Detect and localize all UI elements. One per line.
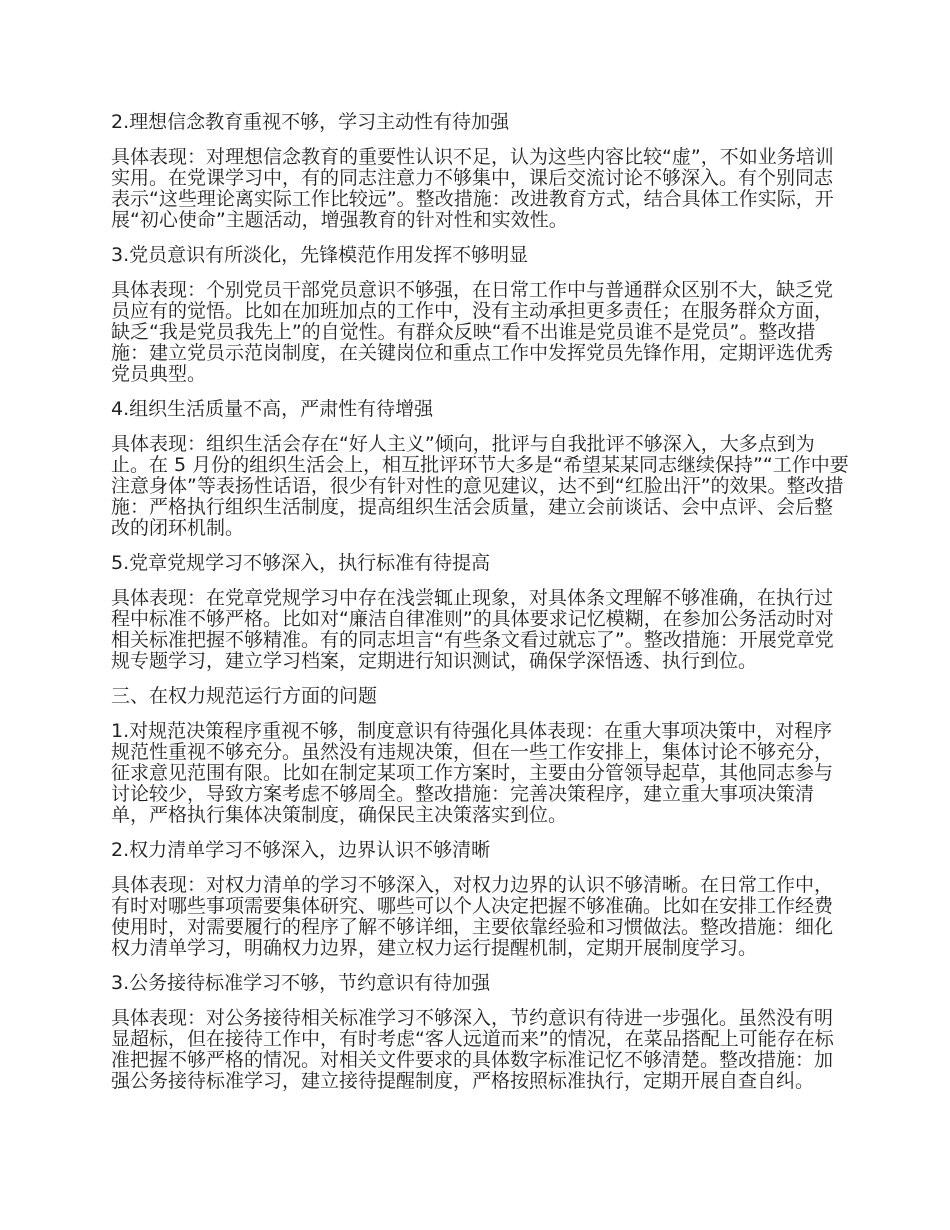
paragraph: 具体表现：个别党员干部党员意识不够强，在日常工作中与普通群众区别不大，缺乏党员应有的觉悟。比如在加班加点的工作中，没有主动承担更多责任；在服务群众方面，缺乏“我是党员我先上”的自觉性。有群众反映“看不出谁是党员谁不是党员”。整改措施：建立党员示范岗制度，在关键岗位和重点工作中发挥党员先锋作用，定期评选优秀党员典型。 [111,279,834,385]
paragraph: 具体表现：对权力清单的学习不够深入，对权力边界的认识不够清晰。在日常工作中，有时对哪些事项需要集体研究、哪些可以个人决定把握不够准确。比如在安排工作经费使用时，对需要履行的程序了解不够详细，主要依靠经验和习惯做法。整改措施：细化权力清单学习，明确权力边界，建立权力运行提醒机制，定期开展制度学习。 [111,874,834,959]
section-heading: 2.理想信念教育重视不够，学习主动性有待加强 [111,111,510,133]
paragraph: 具体表现：对公务接待相关标准学习不够深入，节约意识有待进一步强化。虽然没有明显超标，但在接待工作中，有时考虑“客人远道而来”的情况，在菜品搭配上可能存在标准把握不够严格的情况。对相关文件要求的具体数字标准记忆不够清楚。整改措施：加强公务接待标准学习，建立接待提醒制度，严格按照标准执行，定期开展自查自纠。 [111,1007,834,1092]
section-heading: 3.公务接待标准学习不够，节约意识有待加强 [111,972,491,994]
section-heading: 三、在权力规范运行方面的问题 [111,685,378,707]
paragraph: 具体表现：对理想信念教育的重要性认识不足，认为这些内容比较“虚”，不如业务培训实用。在党课学习中，有的同志注意力不够集中，课后交流讨论不够深入。有个别同志表示“这些理论离实际工作比较远”。整改措施：改进教育方式，结合具体工作实际，开展“初心使命”主题活动，增强教育的针对性和实效性。 [111,146,834,231]
document-body [111,112,851,1092]
paragraph: 1.对规范决策程序重视不够，制度意识有待强化具体表现：在重大事项决策中，对程序规范性重视不够充分。虽然没有违规决策，但在一些工作安排上，集体讨论不够充分，征求意见范围有限。比如在制定某项工作方案时，主要由分管领导起草，其他同志参与讨论较少，导致方案考虑不够周全。整改措施：完善决策程序，建立重大事项决策清单，严格执行集体决策制度，确保民主决策落实到位。 [111,720,834,826]
section-heading: 3.党员意识有所淡化，先锋模范作用发挥不够明显 [111,244,529,266]
section-heading: 4.组织生活质量不高，严肃性有待增强 [111,398,434,420]
section-heading: 5.党章党规学习不够深入，执行标准有待提高 [111,552,491,574]
paragraph: 具体表现：在党章党规学习中存在浅尝辄止现象，对具体条文理解不够准确，在执行过程中标准不够严格。比如对“廉洁自律准则”的具体要求记忆模糊，在参加公务活动时对相关标准把握不够精准。有的同志坦言“有些条文看过就忘了”。整改措施：开展党章党规专题学习，建立学习档案，定期进行知识测试，确保学深悟透、执行到位。 [111,587,834,672]
paragraph: 具体表现：组织生活会存在“好人主义”倾向，批评与自我批评不够深入，大多点到为止。在 5 月份的组织生活会上，相互批评环节大多是“希望某某同志继续保持”“工作中要注意身体”等表扬性话语，很少有针对性的意见建议，达不到“红脸出汗”的效果。整改措施：严格执行组织生活制度，提高组织生活会质量，建立会前谈话、会中点评、会后整改的闭环机制。 [111,433,849,539]
section-heading: 2.权力清单学习不够深入，边界认识不够清晰 [111,839,491,861]
